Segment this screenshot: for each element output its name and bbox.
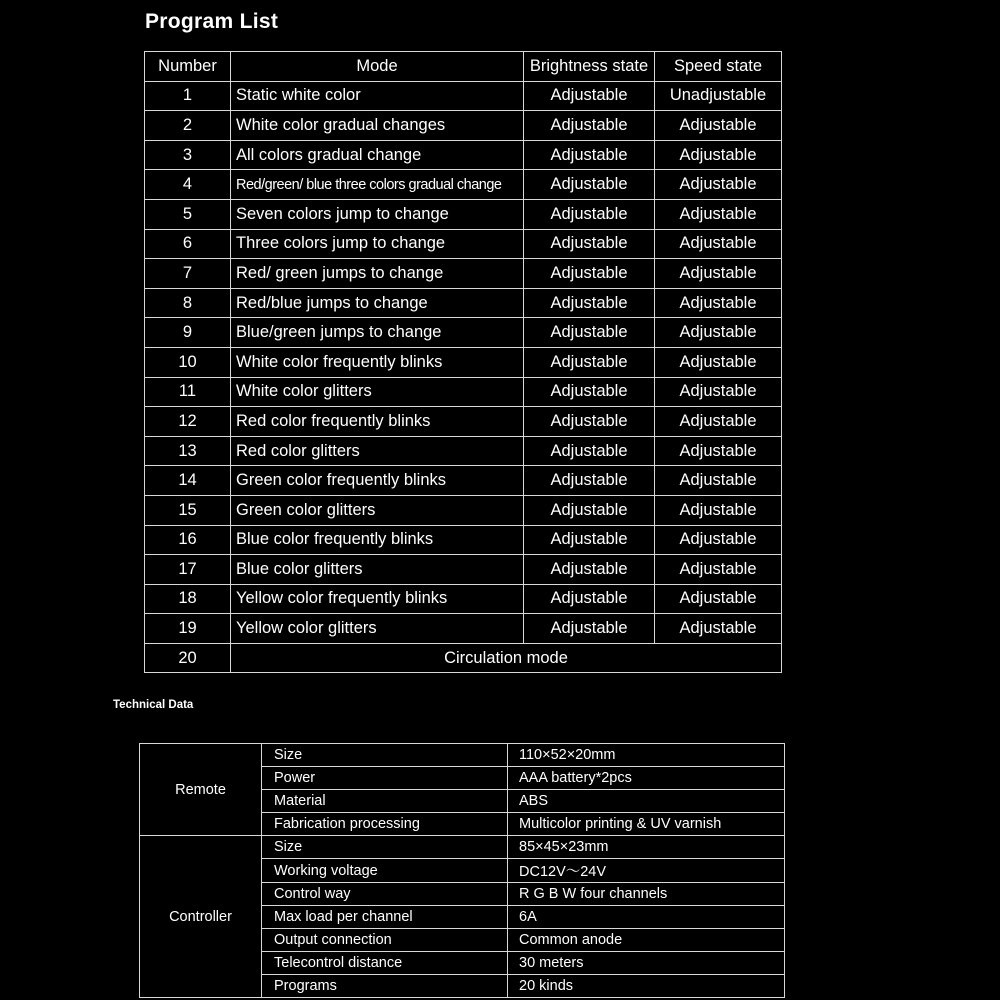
spec-value: 30 meters xyxy=(508,951,785,974)
speed-state: Adjustable xyxy=(655,347,782,377)
speed-state: Adjustable xyxy=(655,170,782,200)
brightness-state: Adjustable xyxy=(524,614,655,644)
program-number: 18 xyxy=(145,584,231,614)
table-row xyxy=(145,377,782,407)
brightness-state: Adjustable xyxy=(524,584,655,614)
program-number: 2 xyxy=(145,111,231,141)
speed-state: Adjustable xyxy=(655,288,782,318)
speed-state: Adjustable xyxy=(655,584,782,614)
program-number: 8 xyxy=(145,288,231,318)
brightness-state: Adjustable xyxy=(524,170,655,200)
program-number: 5 xyxy=(145,199,231,229)
program-number: 17 xyxy=(145,555,231,585)
spec-property: Working voltage xyxy=(262,859,508,882)
brightness-state: Adjustable xyxy=(524,495,655,525)
table-row xyxy=(145,614,782,644)
speed-state: Adjustable xyxy=(655,377,782,407)
program-mode: Red color frequently blinks xyxy=(231,407,524,437)
table-row xyxy=(145,407,782,437)
table-row xyxy=(145,643,782,673)
header-mode: Mode xyxy=(231,52,524,82)
speed-state: Adjustable xyxy=(655,466,782,496)
header-brightness: Brightness state xyxy=(524,52,655,82)
spec-property: Size xyxy=(262,744,508,767)
speed-state: Adjustable xyxy=(655,495,782,525)
program-number: 16 xyxy=(145,525,231,555)
table-row xyxy=(145,436,782,466)
spec-group-label: Controller xyxy=(140,836,262,998)
program-mode: Blue color frequently blinks xyxy=(231,525,524,555)
header-speed: Speed state xyxy=(655,52,782,82)
program-mode: White color gradual changes xyxy=(231,111,524,141)
table-row xyxy=(145,140,782,170)
table-row xyxy=(145,170,782,200)
brightness-state: Adjustable xyxy=(524,199,655,229)
brightness-state: Adjustable xyxy=(524,555,655,585)
speed-state: Adjustable xyxy=(655,525,782,555)
brightness-state: Adjustable xyxy=(524,407,655,437)
spec-property: Max load per channel xyxy=(262,905,508,928)
program-number: 6 xyxy=(145,229,231,259)
table-row xyxy=(145,288,782,318)
spec-value: 110×52×20mm xyxy=(508,744,785,767)
table-row xyxy=(145,525,782,555)
spec-value: 85×45×23mm xyxy=(508,836,785,859)
program-number: 3 xyxy=(145,140,231,170)
spec-value: 20 kinds xyxy=(508,974,785,997)
program-number: 1 xyxy=(145,81,231,111)
program-number: 4 xyxy=(145,170,231,200)
speed-state: Adjustable xyxy=(655,436,782,466)
program-number: 7 xyxy=(145,259,231,289)
brightness-state: Adjustable xyxy=(524,111,655,141)
table-row xyxy=(145,555,782,585)
spec-value: 6A xyxy=(508,905,785,928)
brightness-state: Adjustable xyxy=(524,377,655,407)
program-list-title: Program List xyxy=(145,10,279,33)
program-number: 20 xyxy=(145,643,231,673)
program-list-body xyxy=(145,81,782,673)
program-mode: Blue color glitters xyxy=(231,555,524,585)
speed-state: Adjustable xyxy=(655,229,782,259)
spec-property: Material xyxy=(262,790,508,813)
speed-state: Adjustable xyxy=(655,318,782,348)
spec-value: AAA battery*2pcs xyxy=(508,767,785,790)
table-row xyxy=(140,744,785,767)
program-mode: All colors gradual change xyxy=(231,140,524,170)
spec-value: Common anode xyxy=(508,928,785,951)
technical-data-heading: Technical Data xyxy=(113,699,194,711)
program-mode: Red/green/ blue three colors gradual change xyxy=(231,170,524,200)
speed-state: Adjustable xyxy=(655,140,782,170)
table-row xyxy=(145,81,782,111)
brightness-state: Adjustable xyxy=(524,229,655,259)
speed-state: Adjustable xyxy=(655,614,782,644)
table-row xyxy=(145,199,782,229)
technical-data-table xyxy=(139,743,785,998)
program-mode: White color frequently blinks xyxy=(231,347,524,377)
spec-group-label: Remote xyxy=(140,744,262,836)
program-number: 15 xyxy=(145,495,231,525)
brightness-state: Adjustable xyxy=(524,140,655,170)
program-list-header-row xyxy=(145,52,782,82)
brightness-state: Adjustable xyxy=(524,81,655,111)
brightness-state: Adjustable xyxy=(524,288,655,318)
program-number: 14 xyxy=(145,466,231,496)
program-mode: Circulation mode xyxy=(231,643,782,673)
spec-property: Power xyxy=(262,767,508,790)
header-number: Number xyxy=(145,52,231,82)
spec-property: Control way xyxy=(262,882,508,905)
program-number: 19 xyxy=(145,614,231,644)
speed-state: Adjustable xyxy=(655,407,782,437)
brightness-state: Adjustable xyxy=(524,347,655,377)
table-row xyxy=(145,347,782,377)
brightness-state: Adjustable xyxy=(524,259,655,289)
program-mode: Yellow color glitters xyxy=(231,614,524,644)
table-row xyxy=(145,259,782,289)
speed-state: Adjustable xyxy=(655,199,782,229)
program-number: 9 xyxy=(145,318,231,348)
speed-state: Adjustable xyxy=(655,555,782,585)
program-list-table xyxy=(144,51,782,673)
program-mode: White color glitters xyxy=(231,377,524,407)
brightness-state: Adjustable xyxy=(524,318,655,348)
table-row xyxy=(145,495,782,525)
spec-property: Size xyxy=(262,836,508,859)
table-row xyxy=(145,229,782,259)
program-mode: Green color glitters xyxy=(231,495,524,525)
spec-value: ABS xyxy=(508,790,785,813)
program-mode: Yellow color frequently blinks xyxy=(231,584,524,614)
brightness-state: Adjustable xyxy=(524,436,655,466)
table-row xyxy=(140,836,785,859)
program-mode: Red/blue jumps to change xyxy=(231,288,524,318)
program-mode: Static white color xyxy=(231,81,524,111)
program-mode: Green color frequently blinks xyxy=(231,466,524,496)
program-mode: Seven colors jump to change xyxy=(231,199,524,229)
spec-property: Output connection xyxy=(262,928,508,951)
program-mode: Three colors jump to change xyxy=(231,229,524,259)
table-row xyxy=(145,584,782,614)
spec-property: Telecontrol distance xyxy=(262,951,508,974)
spec-value: R G B W four channels xyxy=(508,882,785,905)
speed-state: Unadjustable xyxy=(655,81,782,111)
program-number: 10 xyxy=(145,347,231,377)
program-mode: Red/ green jumps to change xyxy=(231,259,524,289)
brightness-state: Adjustable xyxy=(524,466,655,496)
spec-property: Programs xyxy=(262,974,508,997)
speed-state: Adjustable xyxy=(655,259,782,289)
table-row xyxy=(145,318,782,348)
program-number: 11 xyxy=(145,377,231,407)
program-mode: Blue/green jumps to change xyxy=(231,318,524,348)
brightness-state: Adjustable xyxy=(524,525,655,555)
spec-property: Fabrication processing xyxy=(262,813,508,836)
program-number: 13 xyxy=(145,436,231,466)
speed-state: Adjustable xyxy=(655,111,782,141)
technical-data-body xyxy=(140,744,785,998)
spec-value: DC12V～24V xyxy=(508,859,785,882)
table-row xyxy=(145,466,782,496)
program-mode: Red color glitters xyxy=(231,436,524,466)
table-row xyxy=(145,111,782,141)
spec-value: Multicolor printing & UV varnish xyxy=(508,813,785,836)
program-number: 12 xyxy=(145,407,231,437)
